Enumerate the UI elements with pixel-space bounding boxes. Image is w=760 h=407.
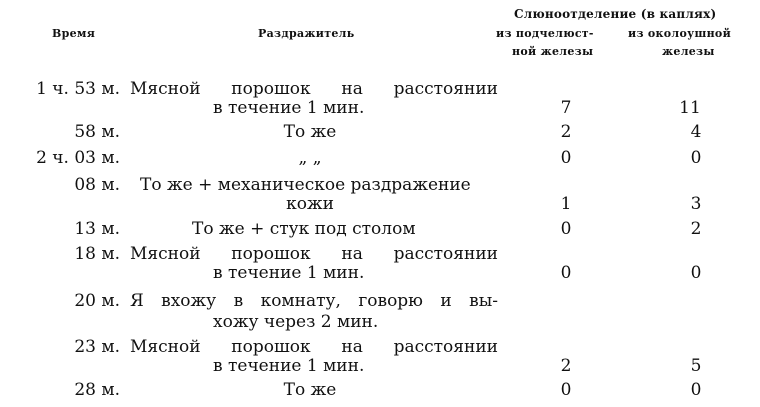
row-time: 13 м. xyxy=(74,219,120,239)
row-value-submandibular: 2 xyxy=(560,122,572,142)
header-col2-line1: из околоушной xyxy=(628,27,732,40)
row-value-submandibular: 0 xyxy=(560,219,572,239)
header-time: Время xyxy=(52,27,96,40)
header-col1-line2: ной железы xyxy=(512,45,594,58)
row-time: 23 м. xyxy=(74,337,120,357)
row-time: 1 ч. 53 м. xyxy=(36,79,120,99)
row-stimulus: Мясной порошок на расстоянии xyxy=(130,244,498,264)
row-value-submandibular: 2 xyxy=(560,356,572,376)
row-value-submandibular: 1 xyxy=(560,194,572,214)
row-stimulus: Я вхожу в комнату, говорю и вы- xyxy=(130,291,498,311)
row-value-parotid: 0 xyxy=(690,380,702,400)
row-stimulus: „ „ xyxy=(298,148,322,168)
row-stimulus: То же + механическое раздражение xyxy=(140,175,471,195)
row-value-parotid: 4 xyxy=(690,122,702,142)
row-value-submandibular: 0 xyxy=(560,263,572,283)
row-time: 58 м. xyxy=(74,122,120,142)
row-value-parotid: 5 xyxy=(690,356,702,376)
header-salivation: Слюноотделение (в каплях) xyxy=(514,7,717,21)
row-stimulus: Мясной порошок на расстоянии xyxy=(130,79,498,99)
row-value-parotid: 2 xyxy=(690,219,702,239)
row-stimulus-cont: в течение 1 мин. xyxy=(213,356,365,376)
row-value-parotid: 11 xyxy=(679,98,701,118)
row-stimulus-cont: в течение 1 мин. xyxy=(213,263,365,283)
row-time: 28 м. xyxy=(74,380,120,400)
row-stimulus: То же xyxy=(283,122,337,142)
row-time: 2 ч. 03 м. xyxy=(36,148,120,168)
row-value-parotid: 0 xyxy=(690,148,702,168)
row-stimulus: То же xyxy=(283,380,337,400)
row-value-parotid: 0 xyxy=(690,263,702,283)
row-time: 18 м. xyxy=(74,244,120,264)
header-stimulus: Раздражитель xyxy=(258,27,355,40)
row-value-parotid: 3 xyxy=(690,194,702,214)
row-time: 20 м. xyxy=(74,291,120,311)
row-stimulus: Мясной порошок на расстоянии xyxy=(130,337,498,357)
row-stimulus: То же + стук под столом xyxy=(192,219,416,239)
row-value-submandibular: 0 xyxy=(560,380,572,400)
row-value-submandibular: 0 xyxy=(560,148,572,168)
row-stimulus-cont: в течение 1 мин. xyxy=(213,98,365,118)
header-col2-line2: железы xyxy=(662,45,715,58)
row-stimulus-cont: хожу через 2 мин. xyxy=(213,312,379,332)
row-time: 08 м. xyxy=(74,175,120,195)
header-col1-line1: из подчелюст- xyxy=(496,27,594,40)
row-value-submandibular: 7 xyxy=(560,98,572,118)
row-stimulus-cont: кожи xyxy=(286,194,334,214)
